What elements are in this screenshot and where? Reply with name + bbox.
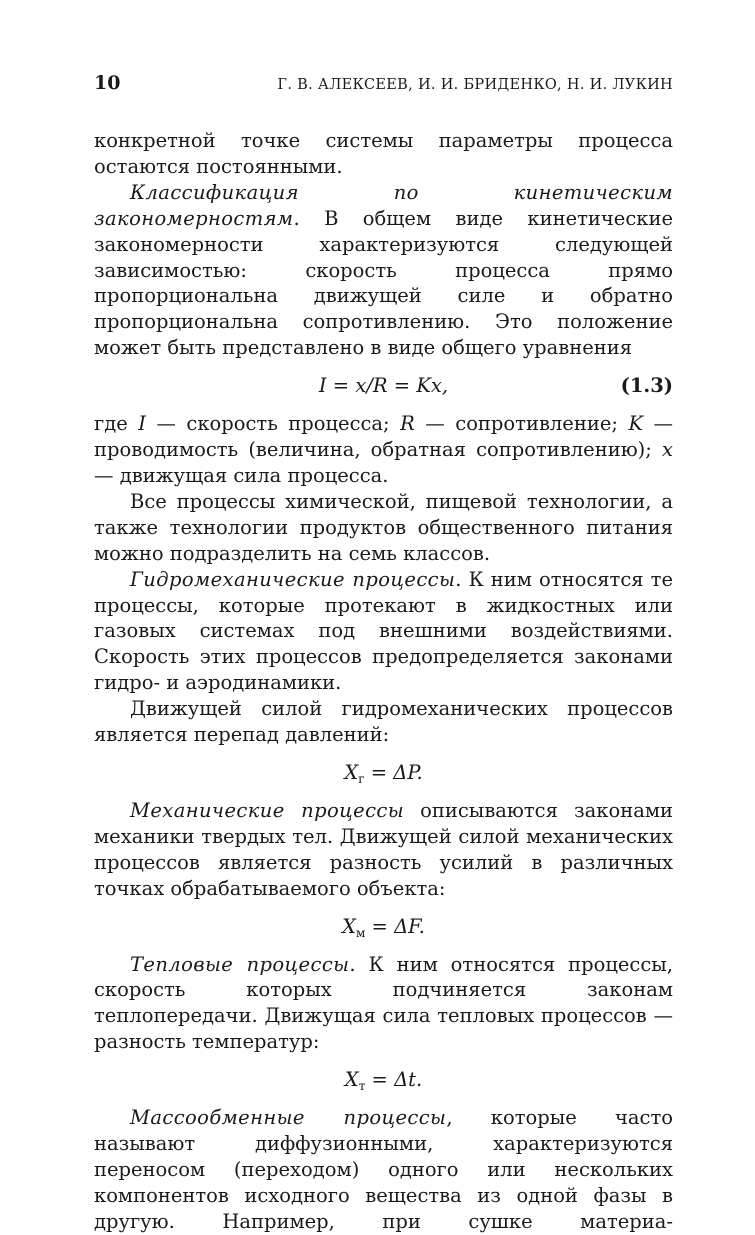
equation-mech-var: X bbox=[342, 914, 357, 938]
equation-mech-expression bbox=[342, 915, 425, 938]
equation-hydro-var: X bbox=[344, 760, 359, 784]
equation-hydro-sub: г bbox=[358, 771, 365, 786]
symbol-i: I bbox=[138, 412, 146, 436]
section-title-mech: Механические процессы bbox=[130, 798, 405, 822]
equation-hydro-rhs: = ΔP. bbox=[364, 760, 423, 784]
paragraph-where bbox=[94, 411, 673, 489]
paragraph-hydro-text: К ним относятся те процессы, которые протекают в жидкостных или газовых системах под внешними воздействиями. Скорость этих процессов предопределяется законами гидро- и аэродинамики. bbox=[94, 567, 673, 695]
equation-mech-rhs: = ΔF. bbox=[365, 914, 425, 938]
symbol-r: R bbox=[400, 412, 415, 436]
equation-hydro bbox=[94, 753, 673, 793]
equation-mech-sub: м bbox=[356, 925, 366, 940]
where-text-a: где bbox=[94, 412, 139, 436]
body-text bbox=[94, 128, 673, 1235]
paragraph-hydro-force-text: Движущей силой гидромеханических процессов является перепад давлений: bbox=[94, 697, 673, 747]
paragraph-hydro-force bbox=[94, 696, 673, 748]
title-dot: . bbox=[455, 567, 469, 591]
where-text-b: — скорость процесса; bbox=[145, 412, 401, 436]
paragraph-classes-text: Все процессы химической, пищевой технологии, а также технологии продуктов общественного питания можно подразделить на семь классов. bbox=[94, 489, 673, 565]
paragraph-hydro bbox=[94, 567, 673, 697]
section-title-hydro: Гидромеханические процессы bbox=[130, 567, 456, 591]
running-header bbox=[94, 72, 673, 94]
where-text-e: — движущая сила процесса. bbox=[94, 463, 389, 487]
paragraph-1 bbox=[94, 128, 673, 180]
equation-1-3 bbox=[94, 366, 673, 406]
title-dot: . bbox=[349, 952, 369, 976]
symbol-k: K bbox=[628, 412, 644, 436]
running-authors: Г. В. АЛЕКСЕЕВ, И. И. БРИДЕНКО, Н. И. ЛУКИН bbox=[277, 77, 673, 93]
symbol-x: x bbox=[662, 438, 673, 462]
paragraph-classes bbox=[94, 489, 673, 567]
equation-hydro-expression bbox=[344, 761, 422, 784]
paragraph-1-text: конкретной точке системы параметры процесса остаются постоянными. bbox=[94, 129, 673, 178]
equation-1-3-expression bbox=[319, 374, 448, 397]
equation-thermal-sub: т bbox=[358, 1079, 366, 1094]
paragraph-kinetic bbox=[94, 180, 673, 361]
equation-mech bbox=[94, 907, 673, 947]
paragraph-mass bbox=[94, 1105, 673, 1235]
section-title-kinetic: Классификация по кинетическим закономерностям bbox=[94, 180, 673, 230]
paragraph-mech-text: описываются законами механики твердых тел. Движущей силой механических процессов является разность усилий в различных точках обрабатываемого объекта: bbox=[94, 798, 673, 900]
equation-thermal-rhs: = Δt. bbox=[365, 1068, 423, 1092]
section-title-thermal: Тепловые процессы bbox=[130, 952, 350, 976]
paragraph-mass-text: , которые часто называют диффузионными, характеризуются переносом (переходом) одного или нескольких компонентов исходного вещества из одной фазы в другую. Например, при сушке материа- bbox=[94, 1106, 673, 1233]
section-title-mass: Массообменные процессы bbox=[130, 1106, 447, 1130]
equation-1-3-text: I = x/R = Kx, bbox=[318, 374, 449, 398]
page-number: 10 bbox=[94, 72, 121, 94]
where-text-d: — проводимость (величина, обратная сопротивлению); bbox=[94, 412, 673, 462]
equation-number: (1.3) bbox=[620, 374, 673, 398]
title-dot: . bbox=[293, 206, 325, 230]
equation-thermal-var: X bbox=[344, 1068, 359, 1092]
where-text-c: — сопротивление; bbox=[414, 412, 629, 436]
equation-thermal-expression bbox=[344, 1068, 423, 1094]
paragraph-kinetic-text: В общем виде кинетические закономерности характеризуются следующей зависимостью: скорость процесса прямо пропорциональна движущей силе и обратно пропорциональна сопротивлению. Это положение может быть представлено в виде общего уравнения bbox=[94, 206, 673, 360]
paragraph-mech bbox=[94, 798, 673, 902]
paragraph-thermal bbox=[94, 952, 673, 1056]
equation-thermal bbox=[94, 1060, 673, 1100]
paragraph-thermal-text: К ним относятся процессы, скорость которых подчиняется законам теплопередачи. Движущая сила тепловых процессов — разность температур: bbox=[94, 952, 673, 1054]
